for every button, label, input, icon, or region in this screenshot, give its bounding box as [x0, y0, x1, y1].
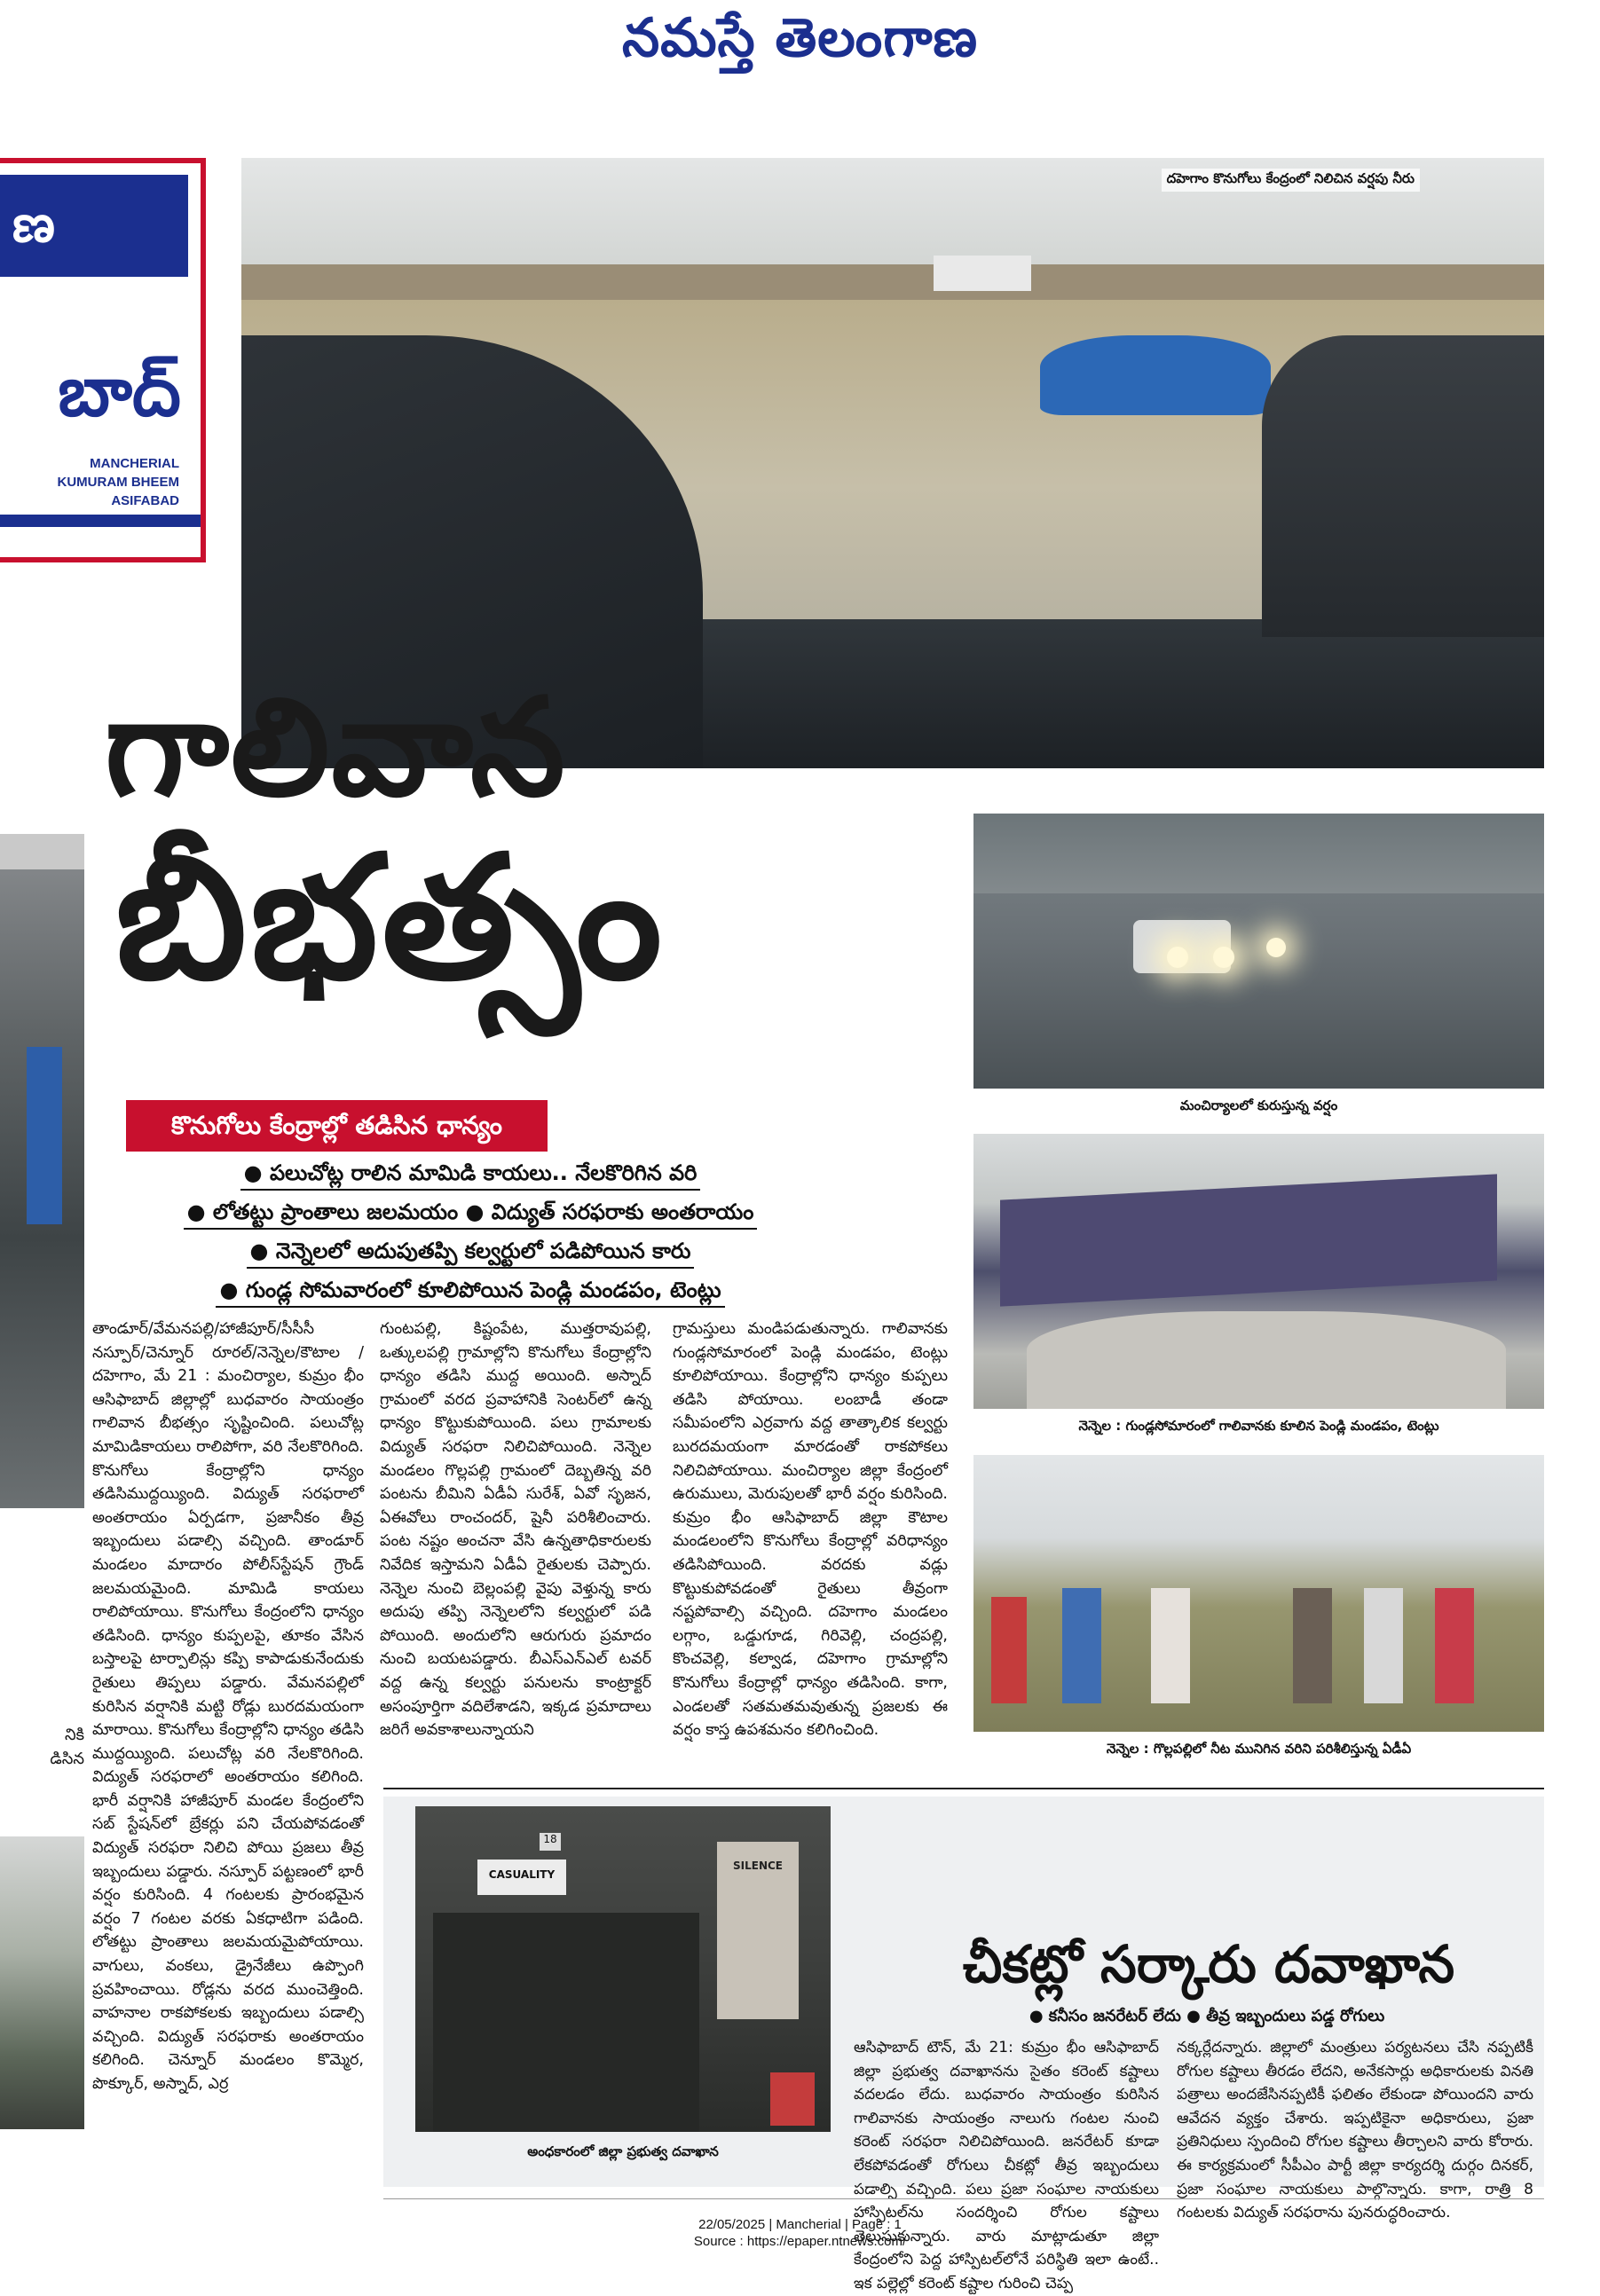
article-column-1	[92, 1317, 364, 2160]
edition-bar	[0, 515, 201, 527]
edition-district-line: KUMURAM BHEEM	[57, 475, 179, 490]
left-fragment-text: నికి	[64, 1726, 84, 1744]
casualty-sign: CASUALITY	[488, 1868, 556, 1881]
article-text: గ్రామస్తులు మండిపడుతున్నారు. గాలివానకు గుండ్లసోమారంలో పెండ్లి మండపం, టెంట్లు కూలిపోయాయి. కేంద్రాల్లోని ధాన్యం కుప్పలు తడిసి పోయాయి. లంబాడీ తండా సమీపంలోని ఎర్రవాగు వద్ద తాత్కాలిక కల్వర్టు బురదమయంగా మారడంతో రాకపోకలు నిలిచిపోయాయి. మంచిర్యాల జిల్లా కేంద్రంలో ఉరుములు, మెరుపులతో భారీ వర్షం కురిసింది. కుమ్రం భీం ఆసిఫాబాద్ జిల్లా కౌటాల మండలంలోని కొనుగోలు కేంద్రాల్లో వరిధాన్యం తడిసిపోయింది. వరదకు వడ్లు కొట్టుకుపోవడంతో రైతులు తీవ్రంగా నష్టపోవాల్సి వచ్చింది. దహెగాం మండలం లగ్గాం, ఒడ్డుగూడ, గిరివెల్లి, చంద్రపల్లి, కొంచవెల్లి, కల్వాడ, దహెగాం గ్రామాల్లోని కొనుగోలు కేంద్రాల్లో ధాన్యం తడిసింది. కాగా, ఎండలతో సతమతమవుతున్న ప్రజలకు ఈ వర్షం కాస్త ఉపశమనం కలిగించింది.	[673, 1320, 948, 1740]
article-text: గుంటపల్లి, కిష్టంపేట, ముత్తరావుపల్లి, ఒత్కులపల్లి గ్రామాల్లోని కొనుగోలు కేంద్రాల్లోని ధాన్యం తడిసి ముద్ద అయింది. అస్నాద్ గ్రామంలో వరద ప్రవాహానికి సెంటర్‌లో ఉన్న ధాన్యం కొట్టుకుపోయింది. పలు గ్రామాలకు విద్యుత్ సరఫరా నిలిచిపోయింది. నెన్నెల మండలం గొల్లపల్లి గ్రామంలో దెబ్బతిన్న వరి పంటను బీమిని ఏడీఏ సురేశ్, ఏవో సృజన, ఏఈవోలు రాంచందర్, షైనీ పరిశీలించారు. పంట నష్టం అంచనా వేసి ఉన్నతాధికారులకు నివేదిక ఇస్తామని ఏడీఏ రైతులకు చెప్పారు. నెన్నెల నుంచి బెల్లంపల్లి వైపు వెళ్తున్న కారు అదుపు తప్పి నెన్నెలలోని కల్వర్టులో పడి పోయింది. అందులోని ఆరుగురు ప్రమాదం నుంచి బయటపడ్డారు. బీఎస్ఎన్ఎల్ టవర్ వద్ద ఉన్న కల్వర్టు పనులను కాంట్రాక్టర్ అసంపూర్తిగా వదిలేశాడని, ఇక్కడ ప్రమాదాలు జరిగే అవకాశాలున్నాయని	[380, 1320, 651, 1740]
silence-poster: SILENCE	[733, 1860, 783, 1872]
footer-page-info: 22/05/2025 | Mancherial | Page : 1	[698, 2217, 902, 2232]
rain-photo-caption: మంచిర్యాలలో కురుస్తున్న వర్షం	[1179, 1097, 1338, 1113]
section-divider	[383, 1788, 1544, 1789]
second-story-column-2	[1177, 2036, 1533, 2222]
edition-districts	[0, 454, 188, 510]
rain-photo	[973, 814, 1544, 1089]
footer	[0, 2216, 1600, 2250]
main-photo-caption: దహెగాం కొనుగోలు కేంద్రంలో నిలిచిన వర్షపు నీరు	[1162, 169, 1420, 192]
article-text: తాండూర్/వేమనపల్లి/హాజీపూర్/సీసీసీ నస్పూర్/చెన్నూర్ రూరల్/నెన్నెల/కౌటాల /దహెగాం, మే 21 : మంచిర్యాల, కుమ్రం భీం ఆసిఫాబాద్ జిల్లాల్లో బుధవారం సాయంత్రం గాలివాన బీభత్సం సృష్టించింది. పలుచోట్ల మామిడికాయలు రాలిపోగా, వరి నేలకొరిగింది. కొనుగోలు కేంద్రాల్లోని ధాన్యం తడిసిముద్దయ్యింది. విద్యుత్ సరఫరాలో అంతరాయం ఏర్పడగా, ప్రజానీకం తీవ్ర ఇబ్బందులు పడాల్సి వచ్చింది. తాండూర్ మండలం మాదారం పోలీస్‌స్టేషన్ గ్రౌండ్ జలమయమైంది. మామిడి కాయలు రాలిపోయాయి. కొనుగోలు కేంద్రంలోని ధాన్యం తడిసింది. ధాన్యం కుప్పలపై, తూకం వేసిన బస్తాలపై టార్పాలిన్లు కప్పి కాపాడుకునేందుకు రైతులు తిప్పలు పడ్డారు. వేమనపల్లిలో కురిసిన వర్షానికి మట్టి రోడ్లు బురదమయంగా మారాయి. కొనుగోలు కేంద్రాల్లోని ధాన్యం తడిసి ముద్దయ్యింది. పలుచోట్ల వరి నేలకొరిగింది. విద్యుత్ సరఫరాలో అంతరాయం కలిగింది. భారీ వర్షానికి హాజీపూర్ మండల కేంద్రంలోని సబ్ స్టేషన్‌లో బ్రేకర్లు పని చేయపోవడంతో విద్యుత్ సరఫరా నిలిచి పోయి ప్రజలు తీవ్ర ఇబ్బందులు పడ్డారు. నస్పూర్ పట్టణంలో భారీ వర్షం కురిసింది. 4 గంటలకు ప్రారంభమైన వర్షం 7 గంటల వరకు ఏకధాటిగా పడింది. లోతట్టు ప్రాంతాలు జలమయమైపోయాయి. వాగులు, వంకలు, డ్రైనేజీలు ఉప్పొంగి ప్రవహించాయి. రోడ్లను వరద ముంచెత్తింది. వాహనాల రాకపోకలకు ఇబ్బందులు పడాల్సి వచ్చింది. విద్యుత్ సరఫరాకు అంతరాయం కలిగింది. చెన్నూర్ మండలం కొమ్మెర, పొక్కూర్, అస్నాద్, ఎర్ర	[92, 1320, 364, 2093]
left-cropped-photo-bottom	[0, 1836, 84, 2129]
bullet-text: నెన్నెలలో అదుపుతప్పి కల్వర్టులో పడిపోయిన కారు	[275, 1238, 691, 1263]
tent-photo-caption: నెన్నెల : గుండ్లసోమారంలో గాలివానకు కూలిన పెండ్లి మండపం, టెంట్లు	[1078, 1418, 1439, 1434]
headline-kicker: కొనుగోలు కేంద్రాల్లో తడిసిన ధాన్యం	[126, 1100, 548, 1152]
edition-logo-fragment: ణ	[0, 175, 188, 277]
second-story-column-1	[854, 2036, 1159, 2292]
tent-photo	[973, 1134, 1544, 1409]
bullet-line: ● లోతట్టు ప్రాంతాలు జలమయం ● విద్యుత్ సరఫరాకు అంతరాయం	[0, 1199, 941, 1230]
headline-line1: గాలివాన	[105, 669, 567, 826]
second-story-title: చీకట్లో సర్కారు దవాఖాన	[962, 1934, 1455, 1994]
field-photo-caption: నెన్నెల : గొల్లపల్లిలో నీట మునిగిన వరిని పరిశీలిస్తున్న ఏడీఏ	[1106, 1741, 1412, 1757]
hospital-photo-caption: అంధకారంలో జిల్లా ప్రభుత్వ దవాఖాన	[527, 2143, 719, 2159]
footer-divider	[383, 2198, 1544, 2199]
bullet-line: ● గుండ్ల సోమవారంలో కూలిపోయిన పెండ్లి మండపం, టెంట్లు	[0, 1278, 941, 1308]
headline-line2: బీభత్సం	[115, 820, 666, 1018]
hospital-photo	[415, 1806, 831, 2132]
field-photo	[973, 1455, 1544, 1732]
article-column-3	[673, 1317, 948, 1783]
edition-district-line: ASIFABAD	[111, 493, 179, 508]
newspaper-logo: నమస్తే తెలంగాణ	[621, 7, 979, 69]
bullet-line: ● నెన్నెలలో అదుపుతప్పి కల్వర్టులో పడిపోయిన కారు	[0, 1238, 941, 1269]
bullet-text: గుండ్ల సోమవారంలో కూలిపోయిన పెండ్లి మండపం, టెంట్లు	[245, 1278, 721, 1302]
left-fragment-text: డిసిన	[50, 1750, 84, 1768]
second-story-subtitle: ● కనీసం జనరేటర్ లేదు ● తీవ్ర ఇబ్బందులు పడ్డ రోగులు	[1029, 2007, 1385, 2025]
bullet-text: పలుచోట్ల రాలిన మామిడి కాయలు.. నేలకొరిగిన వరి	[269, 1160, 698, 1185]
article-text: ఆసిఫాబాద్ టౌన్, మే 21: కుమ్రం భీం ఆసిఫాబాద్ జిల్లా ప్రభుత్వ దవాఖానను సైతం కరెంట్ కష్టాలు వదలడం లేదు. బుధవారం సాయంత్రం కురిసిన గాలివానకు సాయంత్రం నాలుగు గంటల నుంచి కరెంట్ సరఫరా నిలిచిపోయింది. జనరేటర్ కూడా లేకపోవడంతో రోగులు చీకట్లో తీవ్ర ఇబ్బందులు పడాల్సి వచ్చింది. పలు ప్రజా సంఘాల నాయకులు హాస్పిటల్‌ను సందర్శించి రోగుల కష్టాలు తెలుసుకున్నారు. వారు మాట్లాడుతూ జిల్లా కేంద్రంలోని పెద్ద హాస్పిటల్‌లోనే పరిస్థితి ఇలా ఉంటే.. ఇక పల్లెల్లో కరెంట్ కష్టాల గురించి చెప్ప	[854, 2039, 1159, 2292]
article-text: నక్కర్లేదన్నారు. జిల్లాలో మంత్రులు పర్యటనలు చేసి నప్పటికీ రోగుల కష్టాలు తీరడం లేదని, అనేకసార్లు అధికారులకు వినతి పత్రాలు అందజేసినప్పటికీ ఫలితం లేకుండా పోయిందని వారు ఆవేదన వ్యక్తం చేశారు. ఇప్పటికైనా అధికారులు, ప్రజా ప్రతినిధులు స్పందించి రోగుల కష్టాలు తీర్చాలని వారు కోరారు. ఈ కార్యక్రమంలో సీపీఎం పార్టీ జిల్లా కార్యదర్శి దుర్గం దినకర్, ప్రజా సంఘాల నాయకులు పాల్గొన్నారు. కాగా, రాత్రి 8 గంటలకు విద్యుత్ సరఫరాను పునరుద్ధరించారు.	[1177, 2039, 1533, 2222]
bullet-text: లోతట్టు ప్రాంతాలు జలమయం ● విద్యుత్ సరఫరాకు అంతరాయం	[212, 1199, 754, 1224]
room-number: 18	[540, 1833, 561, 1851]
footer-source: Source : https://epaper.ntnews.com/	[693, 2234, 907, 2249]
masthead	[0, 0, 1600, 80]
edition-district-line: MANCHERIAL	[90, 456, 179, 471]
article-column-2	[380, 1317, 651, 1783]
edition-name-fragment: బాద్	[58, 352, 181, 432]
bullet-line: ● పలుచోట్ల రాలిన మామిడి కాయలు.. నేలకొరిగిన వరి	[0, 1160, 941, 1191]
